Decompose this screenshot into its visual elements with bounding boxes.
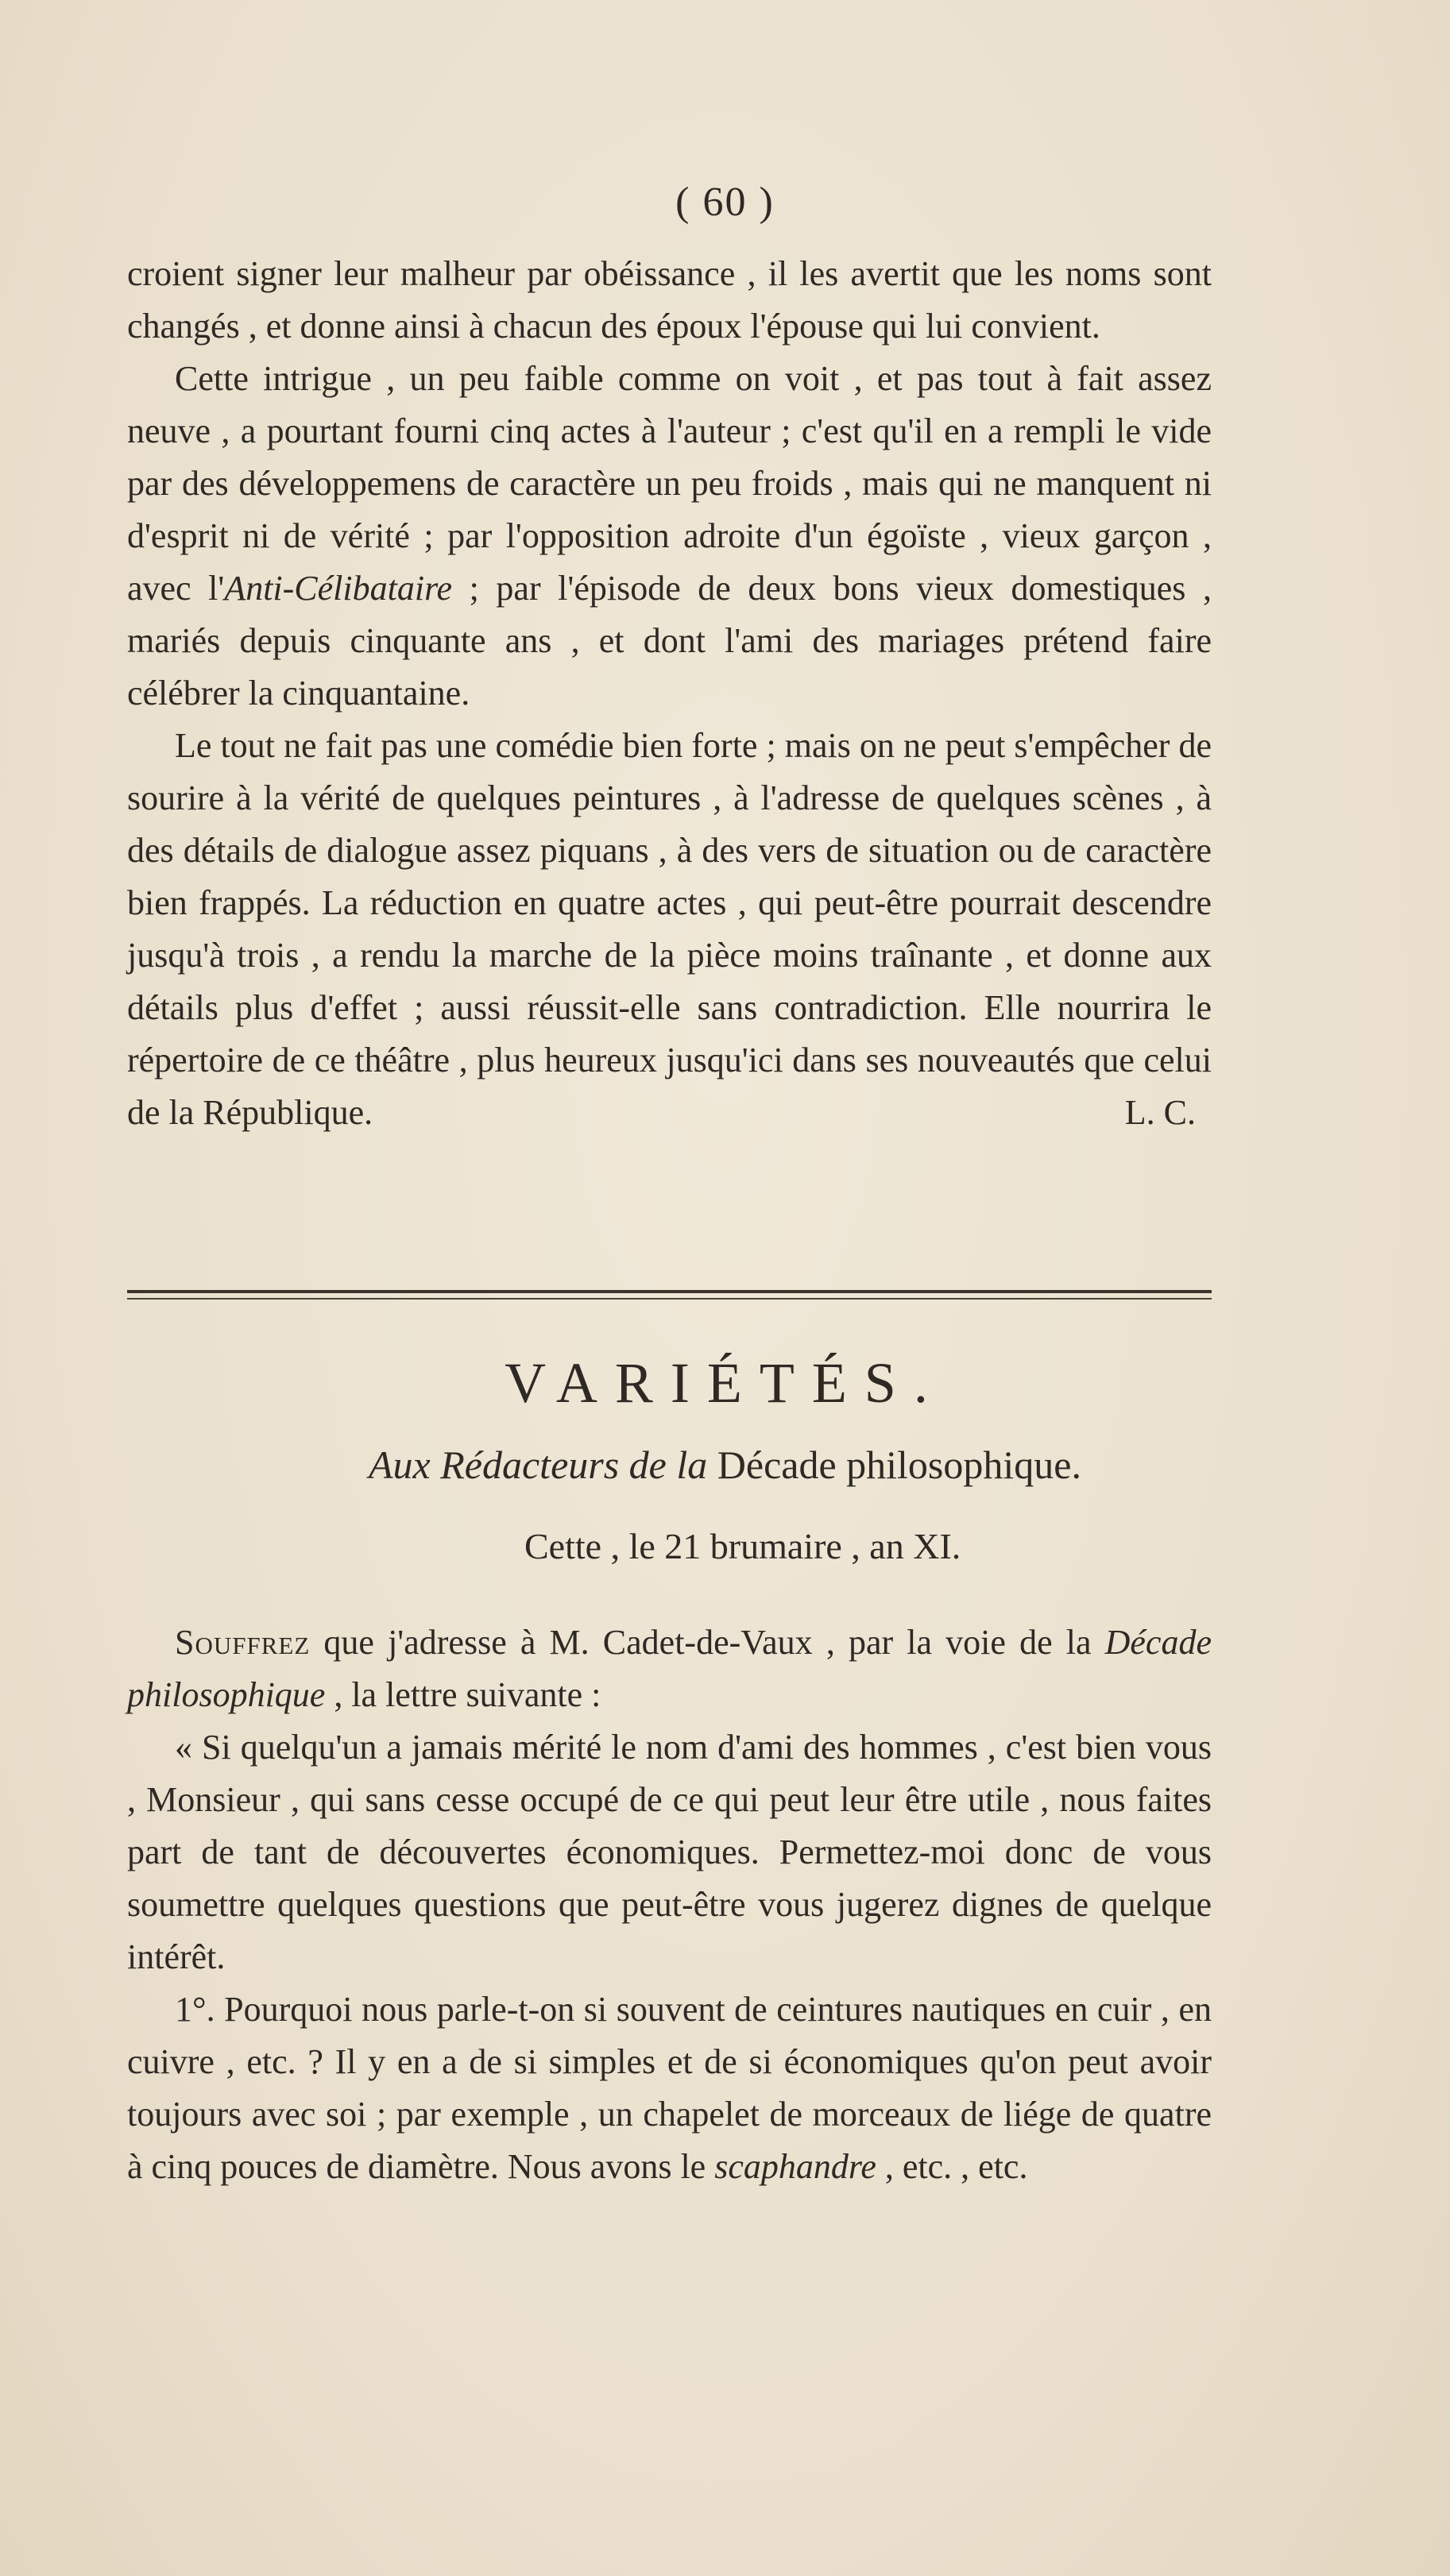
address-italic: Aux Rédacteurs de la (369, 1442, 708, 1487)
paragraph (127, 720, 1212, 1139)
letter-address (0, 1442, 1450, 1488)
section-divider (127, 1290, 1212, 1293)
paragraph-text: « Si quelqu'un a jamais mérité le nom d'ami des hommes , c'est bien vous , Monsieur , qui sans cesse occupé de ce qui peut leur être utile , nous faites part de tant de découvertes économiques. Permettez-moi donc de vous soumettre quelques questions que peut-être vous jugerez dignes de quelque intérêt. (127, 1728, 1212, 1976)
address-rest: Décade philosophique. (707, 1442, 1081, 1487)
opening-word: Souffrez (175, 1623, 311, 1662)
paragraph-text: Le tout ne fait pas une comédie bien forte ; mais on ne peut s'empêcher de sourire à la vérité de quelques peintures , à l'adresse de quelques scènes , à des détails de dialogue assez piquans , à des vers de situation ou de caractère bien frappés. La réduction en quatre actes , qui peut-être pourrait descendre jusqu'à trois , a rendu la marche de la pièce moins traînante , et donne aux détails plus d'effet ; aussi réussit-elle sans contradiction. Elle nourrira le répertoire de ce théâtre , plus heureux jusqu'ici dans ses nouveautés que celui de la République. (127, 726, 1212, 1132)
paragraph (127, 1721, 1212, 1983)
signature: L. C. (1124, 1093, 1196, 1132)
paragraph (127, 1616, 1212, 1721)
paragraph-text: , la lettre suivante : (325, 1675, 601, 1714)
section-heading: VARIÉTÉS. (505, 1351, 945, 1415)
paragraph (127, 353, 1212, 720)
dateline: Cette , le 21 brumaire , an XI. (524, 1526, 961, 1566)
paragraph (127, 248, 1212, 353)
paragraph-text: Cette intrigue , un peu faible comme on voit , et pas tout à fait assez neuve , a pourtant fourni cinq actes à l'auteur ; c'est qu'il en a rempli le vide par des développemens de caractère un peu froids , mais qui ne manquent ni d'esprit ni de vérité ; par l'opposition adroite d'un égoïste , vieux garçon , avec l' (127, 359, 1212, 608)
page-number: ( 60 ) (675, 180, 775, 225)
paragraph-text: 1°. Pourquoi nous parle-t-on si souvent de ceintures nautiques en cuir , en cuivre , etc. ? Il y en a de si simples et de si économiques qu'on peut avoir toujours avec soi ; par exemple , un chapelet de morceaux de liége de quatre à cinq pouces de diamètre. Nous avons le (127, 1990, 1212, 2186)
italic-title: Anti-Célibataire (224, 569, 453, 608)
section-divider-thin (127, 1298, 1212, 1300)
review-continuation (127, 248, 1212, 1139)
italic-title: Décade philosophique (127, 1623, 1212, 1714)
paragraph-text: ; par l'épisode de deux bons vieux domestiques , mariés depuis cinquante ans , et dont l'ami des mariages prétend faire célébrer la cinquantaine. (127, 569, 1212, 713)
paragraph-text: croient signer leur malheur par obéissance , il les avertit que les noms sont changés , et donne ainsi à chacun des époux l'épouse qui lui convient. (127, 254, 1212, 346)
paragraph-text: que j'adresse à M. Cadet-de-Vaux , par la voie de la (310, 1623, 1105, 1662)
paragraph (127, 1983, 1212, 2193)
paragraph-text: , etc. , etc. (876, 2147, 1028, 2186)
italic-term: scaphandre (714, 2147, 876, 2186)
letter-body (127, 1616, 1212, 2193)
